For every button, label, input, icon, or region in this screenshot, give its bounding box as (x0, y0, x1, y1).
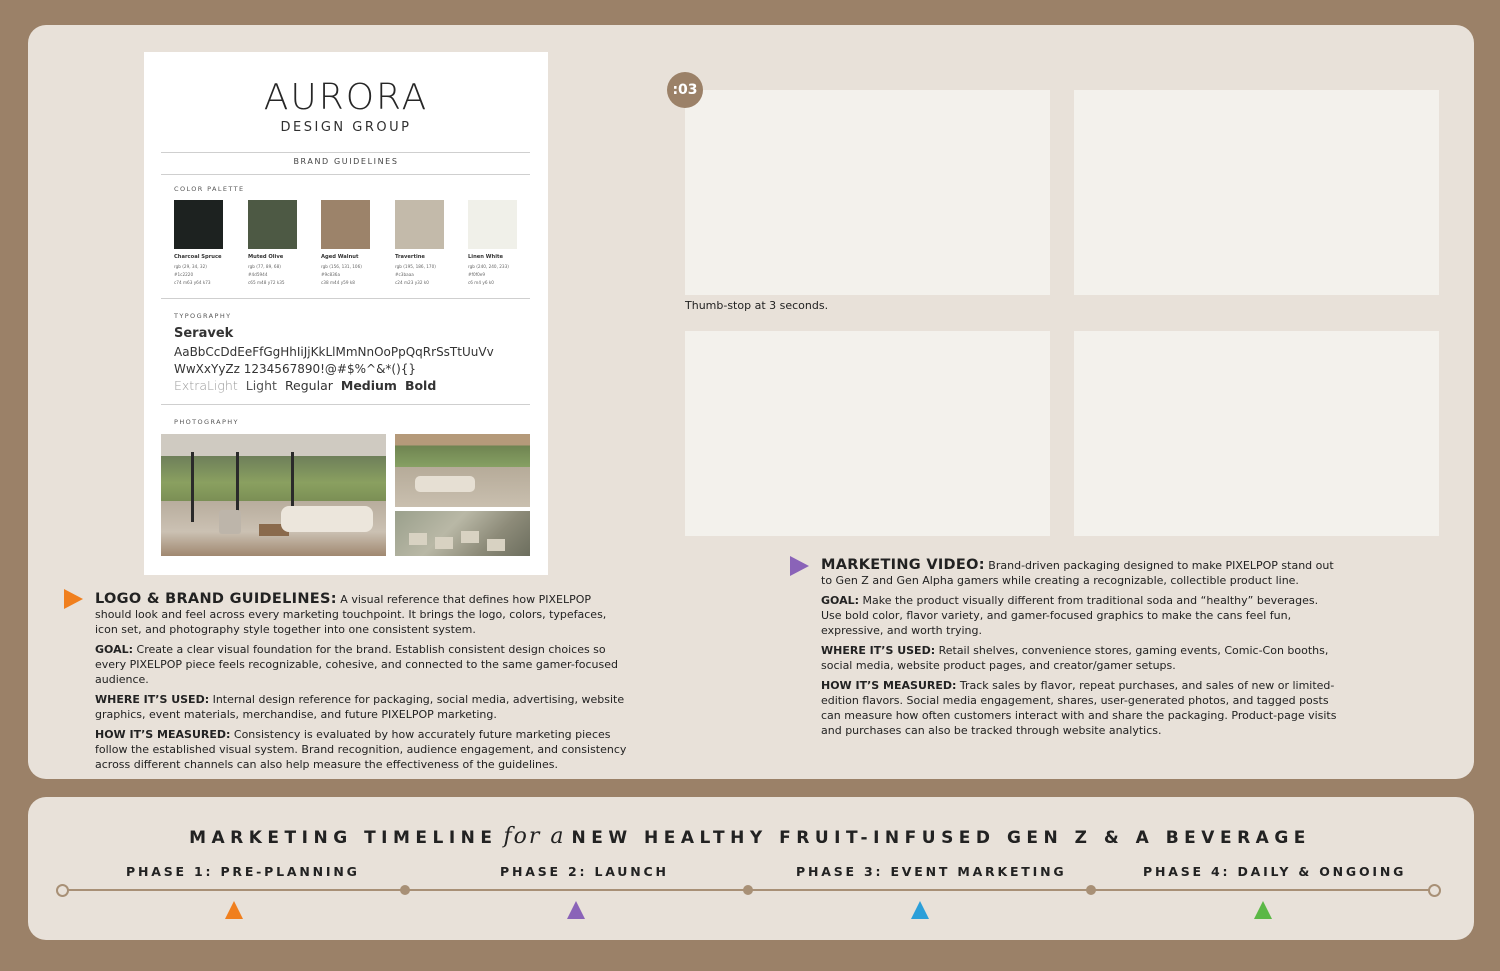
swatch-cmyk: c24 m23 y32 k0 (395, 280, 429, 285)
phase-4-marker-icon (1254, 901, 1272, 919)
where-label: WHERE IT’S USED: (95, 693, 210, 706)
divider (161, 404, 530, 405)
timeline-start-node (56, 884, 69, 897)
swatch-aged-walnut (321, 200, 370, 249)
swatch-name: Muted Olive (248, 254, 284, 260)
logo-intro: A visual reference that defines how PIXELPOP should look and feel across every marketing touchpoint. It brings the logo, colors, typefaces, icon set, and photography style together into one consistent system. (95, 593, 607, 636)
typography-label: TYPOGRAPHY (174, 312, 232, 320)
swatch-cmyk: c65 m48 y72 k35 (248, 280, 285, 285)
measured-label: HOW IT’S MEASURED: (821, 679, 957, 692)
swatch-cmyk: c6 m4 y6 k0 (468, 280, 494, 285)
swatch-hex: #4d5944 (248, 272, 268, 277)
timeline-node (743, 885, 753, 895)
swatch-cmyk: c74 m63 y64 k73 (174, 280, 211, 285)
weight-light: Light (245, 378, 277, 393)
thumb-stop-caption: Thumb-stop at 3 seconds. (685, 299, 829, 312)
weight-medium: Medium (340, 378, 397, 393)
material-samples-photo (395, 511, 530, 556)
swatch-travertine (395, 200, 444, 249)
orange-play-icon (64, 589, 83, 609)
interior-photo-main (161, 434, 386, 556)
swatch-rgb: rgb (195, 186, 170) (395, 264, 436, 269)
swatch-rgb: rgb (156, 131, 106) (321, 264, 362, 269)
swatch-rgb: rgb (29, 34, 32) (174, 264, 207, 269)
measured-text: Consistency is evaluated by how accurately future marketing pieces follow the established visual system. Brand recognition, audience engagement, and consistency across different channels can also help measure the effectiveness of the guidelines. (95, 728, 627, 771)
logo-heading: LOGO & BRAND GUIDELINES: (95, 591, 337, 607)
marketing-video-text (821, 558, 1341, 743)
timeline-node (400, 885, 410, 895)
timestamp-badge: :03 (667, 72, 703, 108)
measured-label: HOW IT’S MEASURED: (95, 728, 231, 741)
sheet-title: BRAND GUIDELINES (293, 157, 399, 166)
weight-bold: Bold (404, 378, 437, 393)
where-label: WHERE IT’S USED: (821, 644, 936, 657)
weight-regular: Regular (284, 378, 333, 393)
goal-label: GOAL: (821, 594, 860, 607)
phase-1-marker-icon (225, 901, 243, 919)
goal-label: GOAL: (95, 643, 134, 656)
divider (161, 152, 530, 153)
swatch-cmyk: c38 m44 y59 k8 (321, 280, 355, 285)
font-weights (174, 378, 440, 393)
video-heading: MARKETING VIDEO: (821, 557, 985, 573)
timeline-node (1086, 885, 1096, 895)
swatch-muted-olive (248, 200, 297, 249)
color-palette-label: COLOR PALETTE (174, 185, 245, 193)
divider (161, 174, 530, 175)
swatch-rgb: rgb (240, 240, 233) (468, 264, 509, 269)
swatch-hex: #1c2220 (174, 272, 194, 277)
timeline-title (0, 824, 1500, 849)
swatch-name: Aged Walnut (321, 254, 359, 260)
purple-play-icon (790, 556, 809, 576)
timeline-title-for: for a (503, 824, 566, 849)
logo-guidelines-text (95, 592, 630, 777)
timeline-title-b: NEW HEALTHY FRUIT-INFUSED GEN Z & A BEVERAGE (571, 828, 1311, 848)
swatch-hex: #f0f0e9 (468, 272, 486, 277)
weight-extralight: ExtraLight (174, 378, 238, 393)
phase-3-marker-icon (911, 901, 929, 919)
brand-guidelines-sheet (144, 52, 548, 575)
goal-text: Create a clear visual foundation for the brand. Establish consistent design choices so every PIXELPOP piece feels recognizable, cohesive, and connected to the same gamer-focused audience. (95, 643, 618, 686)
phase-3-label: PHASE 3: EVENT MARKETING (796, 864, 1067, 879)
video-intro: Brand-driven packaging designed to make PIXELPOP stand out to Gen Z and Gen Alpha gamers while creating a recognizable, collectible product line. (821, 559, 1334, 587)
swatch-name: Charcoal Spruce (174, 254, 222, 260)
timeline-title-a: MARKETING TIMELINE (189, 828, 498, 848)
phase-4-label: PHASE 4: DAILY & ONGOING (1143, 864, 1407, 879)
photography-label: PHOTOGRAPHY (174, 418, 239, 426)
where-text: Internal design reference for packaging, social media, advertising, website graphics, event materials, merchandise, and future PIXELPOP marketing. (95, 693, 625, 721)
swatch-linen-white (468, 200, 517, 249)
phase-2-label: PHASE 2: LAUNCH (500, 864, 669, 879)
interior-photo-secondary (395, 434, 530, 507)
logo-subtitle: DESIGN GROUP (280, 120, 412, 135)
phase-1-label: PHASE 1: PRE-PLANNING (126, 864, 360, 879)
video-frame-2 (1074, 90, 1439, 295)
swatch-hex: #9c836a (321, 272, 341, 277)
timeline-end-node (1428, 884, 1441, 897)
video-frame-4 (1074, 331, 1439, 536)
aurora-logo: AURORA (263, 77, 429, 118)
goal-text: Make the product visually different from traditional soda and “healthy” beverages. Use bold color, flavor variety, and gamer-focused graphics to make the cans feel fun, expressive, and worth trying. (821, 594, 1319, 637)
video-frame-3 (685, 331, 1050, 536)
swatch-rgb: rgb (77, 89, 68) (248, 264, 281, 269)
phase-2-marker-icon (567, 901, 585, 919)
measured-text: Track sales by flavor, repeat purchases, and sales of new or limited-edition flavors. Social media engagement, shares, user-generated photos, and tagged posts can measure how often customers interact with and share the packaging. Product-page visits and purchases can also be tracked through website analytics. (821, 679, 1337, 737)
swatch-name: Travertine (395, 254, 425, 260)
font-sample-line-1: AaBbCcDdEeFfGgHhIiJjKkLlMmNnOoPpQqRrSsTtUuVv (174, 345, 494, 359)
video-frame-1 (685, 90, 1050, 295)
font-name: Seravek (174, 326, 234, 341)
swatch-charcoal-spruce (174, 200, 223, 249)
divider (161, 298, 530, 299)
swatch-hex: #c3baaa (395, 272, 414, 277)
font-sample-line-2: WwXxYyZz 1234567890!@#$%^&*(){} (174, 362, 417, 376)
swatch-name: Linen White (468, 254, 503, 260)
where-text: Retail shelves, convenience stores, gaming events, Comic-Con booths, social media, website product pages, and creator/gamer setups. (821, 644, 1329, 672)
